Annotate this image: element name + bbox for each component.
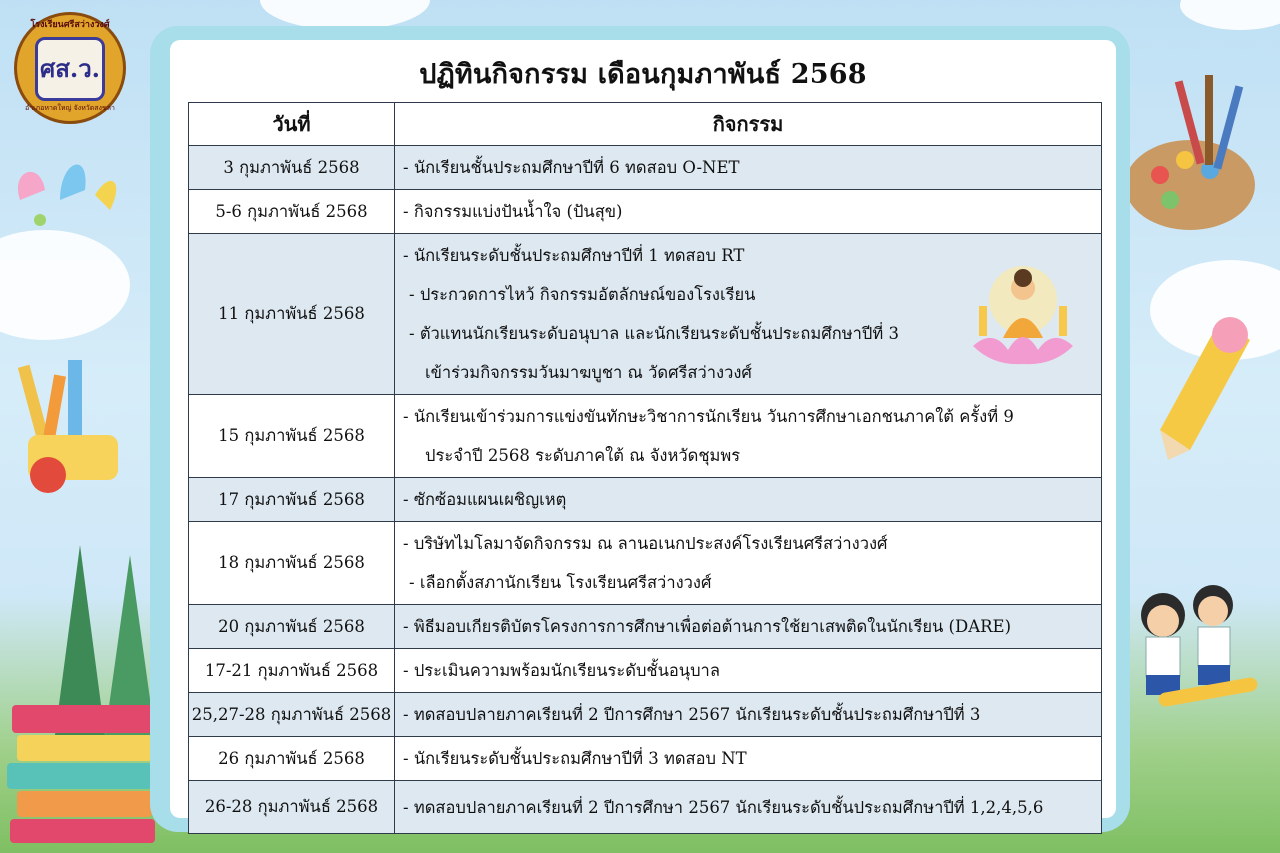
row-date: 17-21 กุมภาพันธ์ 2568 [189, 649, 395, 693]
activity-line: - ทดสอบปลายภาคเรียนที่ 2 ปีการศึกษา 2567 นักเรียนระดับชั้นประถมศึกษาปีที่ 3 [403, 705, 981, 724]
row-date: 17 กุมภาพันธ์ 2568 [189, 478, 395, 522]
date-column-header: วันที่ [189, 103, 395, 146]
activity-line: - นักเรียนชั้นประถมศึกษาปีที่ 6 ทดสอบ O-NET [403, 158, 740, 177]
activity-line: - นักเรียนระดับชั้นประถมศึกษาปีที่ 3 ทดสอบ NT [403, 749, 747, 768]
cloud-decoration [1180, 0, 1280, 30]
row-date: 25,27-28 กุมภาพันธ์ 2568 [189, 693, 395, 737]
activity-line: - ทดสอบปลายภาคเรียนที่ 2 ปีการศึกษา 2567 นักเรียนระดับชั้นประถมศึกษาปีที่ 1,2,4,5,6 [403, 797, 1044, 817]
buddha-lotus-icon [963, 258, 1083, 378]
cloud-decoration [0, 230, 130, 340]
row-activities [395, 478, 1102, 522]
table-row [189, 522, 1102, 605]
table-row [189, 737, 1102, 781]
row-date: 18 กุมภาพันธ์ 2568 [189, 522, 395, 605]
paint-splash-icon [0, 140, 120, 240]
table-row [189, 190, 1102, 234]
row-activities [395, 190, 1102, 234]
activity-line: - ซักซ้อมแผนเผชิญเหตุ [403, 490, 567, 509]
row-date: 26-28 กุมภาพันธ์ 2568 [189, 781, 395, 834]
activity-calendar-table [188, 102, 1102, 834]
activity-line: - ตัวแทนนักเรียนระดับอนุบาล และนักเรียนระดับชั้นประถมศึกษาปีที่ 3 [409, 324, 899, 343]
table-row [189, 649, 1102, 693]
table-row [189, 146, 1102, 190]
logo-center-text: ศส.ว. [35, 37, 105, 101]
table-header-row [189, 103, 1102, 146]
school-logo [14, 12, 126, 124]
row-date: 3 กุมภาพันธ์ 2568 [189, 146, 395, 190]
row-date: 26 กุมภาพันธ์ 2568 [189, 737, 395, 781]
row-activities [395, 649, 1102, 693]
table-row [189, 478, 1102, 522]
activity-line: - นักเรียนเข้าร่วมการแข่งขันทักษะวิชาการนักเรียน วันการศึกษาเอกชนภาคใต้ ครั้งที่ 9 [403, 407, 1014, 426]
row-date: 5-6 กุมภาพันธ์ 2568 [189, 190, 395, 234]
book-stack-icon [2, 695, 162, 845]
activity-line: - กิจกรรมแบ่งปันน้ำใจ (ปันสุข) [403, 202, 623, 221]
activity-line: - บริษัทไมโลมาจัดกิจกรรม ณ ลานอเนกประสงค์โรงเรียนศรีสว่างวงศ์ [403, 534, 888, 553]
activity-line: - ประกวดการไหว้ กิจกรรมอัตลักษณ์ของโรงเรียน [409, 285, 756, 304]
row-activities [395, 395, 1102, 478]
row-activities [395, 781, 1102, 834]
activity-line: เข้าร่วมกิจกรรมวันมาฆบูชา ณ วัดศรีสว่างวงศ์ [425, 363, 752, 382]
students-illustration [1118, 575, 1268, 745]
row-activities [395, 737, 1102, 781]
activity-line: ประจำปี 2568 ระดับภาคใต้ ณ จังหวัดชุมพร [425, 446, 741, 465]
table-row [189, 781, 1102, 834]
row-date: 20 กุมภาพันธ์ 2568 [189, 605, 395, 649]
table-row [189, 693, 1102, 737]
row-activities [395, 146, 1102, 190]
activity-column-header: กิจกรรม [395, 103, 1102, 146]
paint-palette-icon [1110, 65, 1280, 235]
row-activities [395, 693, 1102, 737]
row-activities [395, 234, 1102, 395]
row-date: 15 กุมภาพันธ์ 2568 [189, 395, 395, 478]
row-date: 11 กุมภาพันธ์ 2568 [189, 234, 395, 395]
table-row [189, 395, 1102, 478]
activity-line: - เลือกตั้งสภานักเรียน โรงเรียนศรีสว่างวงศ์ [409, 573, 712, 592]
activity-line: - นักเรียนระดับชั้นประถมศึกษาปีที่ 1 ทดสอบ RT [403, 246, 745, 265]
row-activities [395, 522, 1102, 605]
pencil-character-icon [1150, 310, 1260, 470]
table-row [189, 605, 1102, 649]
activity-line: - พิธีมอบเกียรติบัตรโครงการการศึกษาเพื่อต่อต้านการใช้ยาเสพติดในนักเรียน (DARE) [403, 617, 1012, 636]
pencil-cup-icon [8, 355, 128, 505]
row-activities [395, 605, 1102, 649]
logo-bottom-text: อำเภอหาดใหญ่ จังหวัดสงขลา [25, 104, 115, 112]
logo-top-text: โรงเรียนศรีสว่างวงศ์ [30, 20, 110, 30]
activity-line: - ประเมินความพร้อมนักเรียนระดับชั้นอนุบาล [403, 661, 720, 680]
table-row [189, 234, 1102, 395]
page-title: ปฏิทินกิจกรรม เดือนกุมภาพันธ์ 2568 [419, 59, 867, 90]
